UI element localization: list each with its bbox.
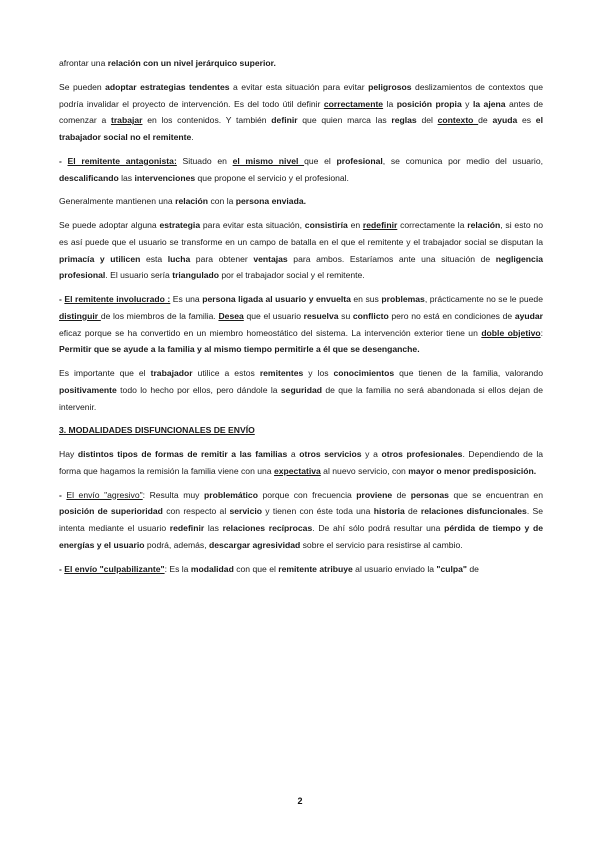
- text-run: es: [517, 115, 536, 126]
- text-run: servicio: [229, 506, 262, 517]
- text-run: problemático: [203, 489, 258, 500]
- text-run: reglas: [391, 115, 417, 126]
- text-run: relación: [467, 220, 501, 230]
- text-run: ayudar: [514, 310, 543, 321]
- text-run: que tienen de la familia, valorando: [394, 368, 543, 378]
- text-run: de que la familia no será abandonada si ellos dejan de intervenir.: [59, 384, 543, 412]
- text-run: y tienen con éste toda una: [262, 506, 374, 517]
- text-run: de: [404, 506, 421, 517]
- text-run: distintos tipos de formas de remitir a las familias: [77, 449, 288, 459]
- text-run: Desea: [218, 310, 244, 321]
- text-run: persona enviada.: [235, 196, 306, 207]
- text-run: Es importante que el: [59, 368, 151, 378]
- text-run: correctamente: [323, 98, 384, 109]
- text-run: lucha: [167, 253, 191, 264]
- text-run: relaciones disfuncionales: [420, 506, 527, 517]
- text-run: personas: [410, 489, 449, 500]
- text-run: la ajena: [472, 98, 506, 109]
- text-run: esta: [140, 253, 168, 264]
- text-run: El remitente antagonista:: [67, 155, 177, 166]
- text-run: relación con un nivel jerárquico superior.: [107, 58, 276, 68]
- paragraph: [59, 365, 543, 415]
- document-page: [59, 55, 543, 584]
- text-run: su: [338, 310, 353, 321]
- text-run: con que el: [233, 563, 279, 574]
- text-run: la: [383, 98, 397, 109]
- paragraph: [59, 193, 543, 210]
- text-run: doble objetivo: [481, 327, 541, 338]
- text-run: de los miembros de la familia.: [100, 310, 219, 321]
- text-run: conflicto: [352, 310, 389, 321]
- text-run: el trabajador social no el remitente: [59, 115, 543, 142]
- text-run: El envío "agresivo": [66, 489, 143, 500]
- text-run: todo lo hecho por ellos, pero dándole la: [116, 384, 281, 395]
- text-run: porque con frecuencia: [257, 489, 357, 500]
- text-run: por el trabajador social y el remitente.: [219, 270, 365, 281]
- text-run: problemas: [381, 294, 425, 304]
- paragraph: [59, 446, 543, 480]
- text-run: resuelva: [303, 310, 339, 321]
- text-run: antes de comenzar a: [59, 98, 544, 126]
- text-run: Se pueden: [59, 81, 106, 92]
- text-run: afrontar una: [59, 58, 108, 68]
- text-run: deslizamientos de contextos que podría invalidar el proyecto de intervención. Es del todo útil definir: [59, 81, 543, 109]
- text-run: podrá, además,: [144, 539, 209, 550]
- text-run: correctamente la: [397, 220, 468, 230]
- text-run: descargar agresividad: [209, 539, 301, 550]
- text-run: pero no está en condiciones de: [388, 310, 515, 321]
- text-run: estrategia: [159, 220, 201, 230]
- text-run: Se puede adoptar alguna: [59, 220, 160, 230]
- text-run: que propone el servicio y el profesional.: [195, 172, 349, 183]
- text-run: : Es la: [164, 563, 191, 574]
- text-run: de: [467, 563, 479, 574]
- text-run: en los contenidos. Y también: [142, 115, 272, 126]
- text-run: persona ligada al usuario y envuelta: [202, 294, 354, 304]
- text-run: que se encuentran en: [448, 489, 543, 500]
- text-run: -: [59, 489, 67, 500]
- text-run: con la: [208, 196, 236, 207]
- text-run: a: [287, 449, 300, 459]
- text-run: . Se intenta mediante el usuario: [59, 506, 543, 533]
- text-run: y a: [361, 449, 382, 459]
- text-run: en: [347, 220, 363, 230]
- text-run: posición de superioridad: [59, 506, 163, 517]
- text-run: historia: [373, 506, 405, 517]
- text-run: -: [59, 563, 65, 574]
- text-run: posición propia: [396, 98, 462, 109]
- text-run: distinguir: [59, 310, 101, 321]
- text-run: intervenciones: [134, 172, 196, 183]
- paragraph: [59, 561, 543, 578]
- text-run: seguridad: [280, 384, 322, 395]
- text-run: consistiría: [304, 220, 348, 230]
- section-heading: [59, 422, 543, 439]
- text-run: profesional: [336, 155, 383, 166]
- text-run: remitente atribuye: [278, 563, 353, 574]
- text-run: -: [59, 294, 65, 304]
- text-run: a evitar esta situación para evitar: [229, 81, 369, 92]
- text-run: Permitir que se ayude a la familia y al mismo tiempo permitirle a él que se desenganche.: [59, 344, 420, 355]
- text-run: redefinir: [362, 220, 398, 230]
- text-run: :: [540, 327, 543, 338]
- text-run: las: [204, 523, 223, 533]
- text-run: para evitar esta situación,: [200, 220, 305, 230]
- text-run: de: [392, 489, 411, 500]
- text-run: pérdida de tiempo y de energías y el usuario: [59, 523, 543, 550]
- text-run: , si esto no es así puede que el usuario se transforme en un campo de batalla en el que el remitente y el trabajador social se disputan la: [59, 220, 543, 247]
- text-run: expectativa: [273, 465, 321, 476]
- text-run: relaciones recíprocas: [222, 523, 313, 533]
- text-run: que el usuario: [243, 310, 304, 321]
- text-run: modalidad: [190, 563, 234, 574]
- text-run: que el: [304, 155, 337, 166]
- text-run: otros servicios: [299, 449, 362, 459]
- paragraph: [59, 217, 543, 284]
- text-run: y: [461, 98, 473, 109]
- text-run: de: [478, 115, 493, 126]
- text-run: trabajar: [110, 115, 143, 126]
- text-run: para ambos. Estaríamos ante una situación de: [287, 253, 496, 264]
- text-run: definir: [271, 115, 298, 126]
- paragraph: [59, 55, 543, 72]
- paragraph: [59, 153, 543, 187]
- text-run: las: [118, 172, 135, 183]
- text-run: negligencia profesional: [59, 253, 543, 281]
- text-run: ventajas: [253, 253, 288, 264]
- text-run: peligrosos: [368, 81, 412, 92]
- text-run: que quien marca las: [297, 115, 392, 126]
- text-run: utilice a estos: [192, 368, 260, 378]
- text-run: sobre el servicio para resistirse al cambio.: [300, 539, 463, 550]
- text-run: . Dependiendo de la forma que hagamos la remisión la familia viene con una: [59, 449, 544, 476]
- text-run: mayor o menor predisposición.: [408, 465, 537, 476]
- text-run: eficaz porque se ha convertido en un miembro homeostático del sistema. La intervención exterior tiene un: [59, 327, 482, 338]
- text-run: el mismo nivel: [232, 155, 305, 166]
- text-run: "culpa": [436, 563, 468, 574]
- text-run: redefinir: [169, 523, 205, 533]
- text-run: Situado en: [176, 155, 233, 166]
- text-run: El remitente involucrado :: [64, 294, 171, 304]
- text-run: para obtener: [190, 253, 254, 264]
- text-run: proviene: [356, 489, 393, 500]
- paragraph: [59, 79, 543, 146]
- text-run: Hay: [59, 449, 78, 459]
- text-run: ayuda: [492, 115, 518, 126]
- text-run: otros profesionales: [381, 449, 463, 459]
- text-run: adoptar estrategias tendentes: [105, 81, 230, 92]
- text-run: con respecto al: [162, 506, 230, 517]
- text-run: 3. MODALIDADES DISFUNCIONALES DE ENVÍO: [59, 425, 255, 436]
- paragraph: [59, 291, 543, 358]
- text-run: triangulado: [172, 270, 219, 281]
- text-run: Generalmente mantienen una: [59, 196, 176, 207]
- text-run: Es una: [170, 294, 203, 304]
- text-run: , prácticamente no se le puede: [424, 294, 543, 304]
- text-run: -: [59, 155, 68, 166]
- text-run: , se comunica por medio del usuario,: [382, 155, 543, 166]
- text-run: : Resulta muy: [142, 489, 204, 500]
- text-run: contexto: [437, 115, 479, 126]
- text-run: primacía y utilicen: [59, 253, 141, 264]
- text-run: descalificando: [59, 172, 119, 183]
- text-run: relación: [175, 196, 209, 207]
- text-run: . De ahí sólo podrá resultar una: [312, 523, 445, 533]
- text-run: El envío "culpabilizante": [64, 563, 165, 574]
- text-run: .: [191, 132, 194, 142]
- page-number: 2: [297, 796, 303, 806]
- text-run: al nuevo servicio, con: [320, 465, 409, 476]
- text-run: al usuario enviado la: [352, 563, 437, 574]
- text-run: conocimientos: [333, 368, 395, 378]
- paragraph: [59, 487, 543, 554]
- text-run: y los: [303, 368, 334, 378]
- text-run: remitentes: [259, 368, 304, 378]
- text-run: del: [416, 115, 438, 126]
- text-run: en sus: [353, 294, 382, 304]
- text-run: trabajador: [150, 368, 193, 378]
- text-run: positivamente: [59, 384, 117, 395]
- text-run: . El usuario sería: [105, 270, 173, 281]
